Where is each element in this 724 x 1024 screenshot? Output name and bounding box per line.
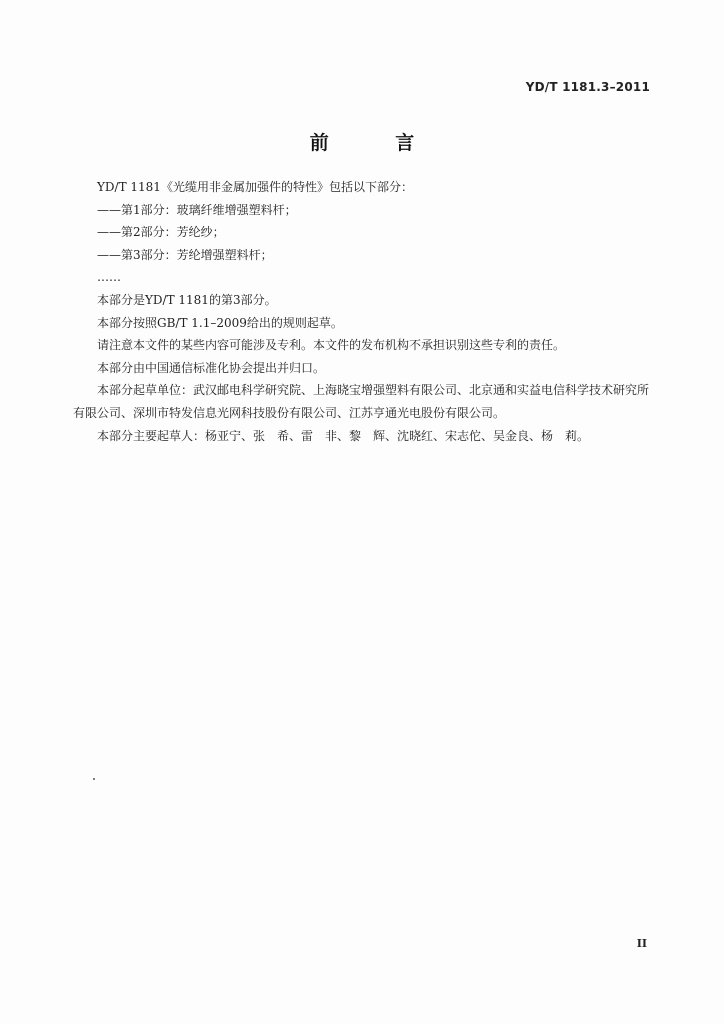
list-item-part-1: ——第1部分：玻璃纤维增强塑料杆； bbox=[97, 202, 297, 217]
paragraph-intro: YD/T 1181《光缆用非金属加强件的特性》包括以下部分： bbox=[97, 180, 413, 194]
list-item-part-3: ——第3部分：芳纶增强塑料杆； bbox=[97, 247, 273, 262]
page-number: II bbox=[636, 937, 647, 950]
list-item-part-2: ——第2部分：芳纶纱； bbox=[97, 225, 225, 240]
paragraph-proposer: 本部分由中国通信标准化协会提出并归口。 bbox=[97, 360, 326, 375]
list-ellipsis: …… bbox=[97, 270, 121, 285]
paragraph-main-drafters: 本部分主要起草人：杨亚宁、张 希、雷 非、黎 辉、沈晓红、宋志佗、吴金良、杨 莉。 bbox=[97, 428, 590, 443]
foreword-body bbox=[73, 176, 657, 447]
section-heading-foreword: 前 言 bbox=[309, 132, 445, 154]
document-number: YD/T 1181.3–2011 bbox=[525, 80, 650, 94]
paragraph-drafting-rules: 本部分按照GB/T 1.1–2009给出的规则起草。 bbox=[97, 315, 343, 330]
paragraph-part-statement: 本部分是YD/T 1181的第3部分。 bbox=[97, 292, 277, 307]
paragraph-drafting-organizations: 本部分起草单位：武汉邮电科学研究院、上海晓宝增强塑料有限公司、北京通和实益电信科学技术研究所有限公司、深圳市特发信息光网科技股份有限公司、江苏亨通光电股份有限公司。 bbox=[73, 383, 650, 420]
scan-speck bbox=[93, 778, 95, 780]
paragraph-patent-notice: 请注意本文件的某些内容可能涉及专利。本文件的发布机构不承担识别这些专利的责任。 bbox=[97, 338, 566, 353]
